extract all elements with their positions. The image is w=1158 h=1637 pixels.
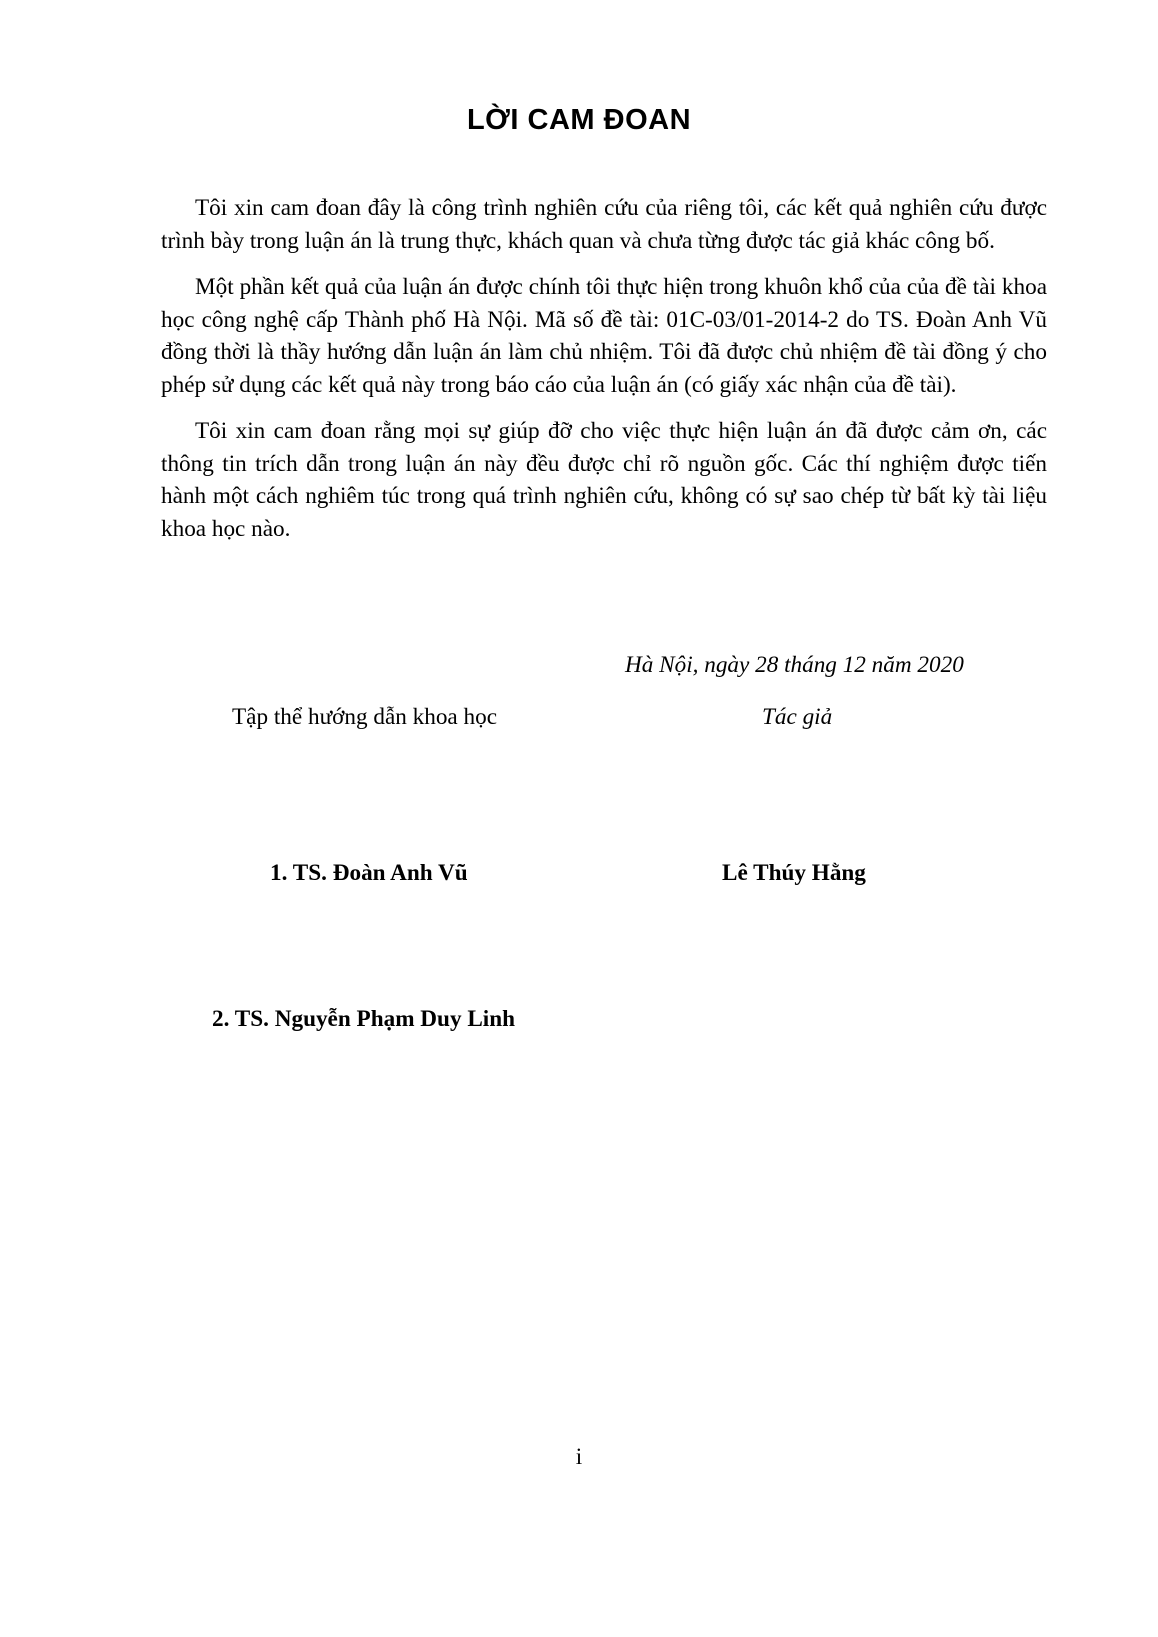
date-line: Hà Nội, ngày 28 tháng 12 năm 2020 <box>625 652 964 678</box>
paragraph: Tôi xin cam đoan rằng mọi sự giúp đỡ cho việc thực hiện luận án đã được cảm ơn, các thông tin trích dẫn trong luận án này đều được chỉ rõ nguồn gốc. Các thí nghiệm được tiến hành một cách nghiêm túc trong quá trình nghiên cứu, không có sự sao chép từ bất kỳ tài liệu khoa học nào. <box>161 418 1047 542</box>
supervisor-2-name: 2. TS. Nguyễn Phạm Duy Linh <box>212 1006 516 1032</box>
supervisor-1-name: 1. TS. Đoàn Anh Vũ <box>270 860 468 886</box>
declaration-body <box>161 192 1047 559</box>
page-title: LỜI CAM ĐOAN <box>466 104 692 136</box>
page-number: i <box>575 1444 583 1470</box>
supervisors-label: Tập thể hướng dẫn khoa học <box>232 704 498 730</box>
paragraph: Một phần kết quả của luận án được chính tôi thực hiện trong khuôn khổ của của đề tài khoa học công nghệ cấp Thành phố Hà Nội. Mã số đề tài: 01C-03/01-2014-2 do TS. Đoàn Anh Vũ đồng thời là thầy hướng dẫn luận án làm chủ nhiệm. Tôi đã được chủ nhiệm đề tài đồng ý cho phép sử dụng các kết quả này trong báo cáo của luận án (có giấy xác nhận của đề tài). <box>161 274 1047 398</box>
author-label: Tác giả <box>762 704 833 730</box>
author-name: Lê Thúy Hằng <box>722 860 866 886</box>
paragraph: Tôi xin cam đoan đây là công trình nghiên cứu của riêng tôi, các kết quả nghiên cứu được trình bày trong luận án là trung thực, khách quan và chưa từng được tác giả khác công bố. <box>161 195 1047 254</box>
